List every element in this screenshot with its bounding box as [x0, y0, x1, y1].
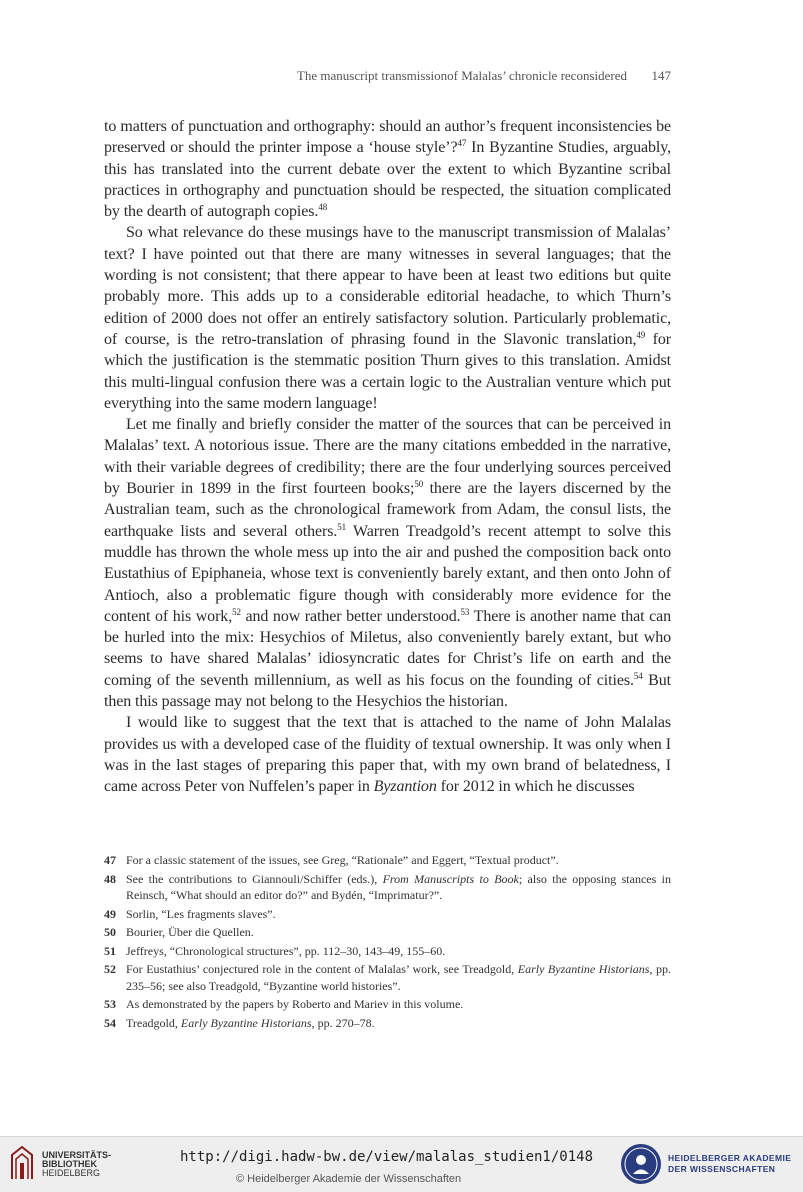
footnote-50: [104, 924, 671, 941]
footnote-number: 51: [104, 943, 116, 958]
library-name-line: BIBLIOTHEK: [42, 1159, 97, 1169]
footnote-italic-text: Early Byzantine Historians: [517, 962, 650, 976]
text-run: I would like to suggest that the text that is attached to the name of John Malalas provides us with a developed case of the fluidity of textual ownership. It was only when I was in the last stages of preparing this paper that, with my own brand of belatedness, I came across Peter von Nuffelen’s paper in: [104, 714, 671, 796]
footnote-text: As demonstrated by the papers by Roberto and Mariev in this volume.: [126, 997, 464, 1011]
text-run: But then this passage may not belong to the Hesychios the historian.: [104, 671, 671, 711]
footnote-number: 49: [104, 906, 116, 921]
body-text: [104, 116, 671, 798]
footnote-text: Sorlin, “Les fragments slaves”.: [126, 906, 276, 921]
footnote-number: 52: [104, 962, 116, 976]
footnote-text: See the contributions to Giannouli/Schiffer (eds.),: [126, 871, 383, 886]
footnote-text: For Eustathius’ conjectured role in the content of Malalas’ work, see Treadgold,: [126, 962, 518, 976]
footnote-number: 50: [104, 925, 116, 939]
footnote-54: [104, 1015, 671, 1032]
text-run: there are the layers discerned by the Australian team, such as the chronological framework from Adam, the consul lists, the earthquake lists and several others.: [104, 480, 671, 540]
academy-seal-icon: [620, 1143, 662, 1185]
running-head: [104, 68, 671, 84]
text-run: So what relevance do these musings have to the manuscript transmission of Malalas’ text? I have pointed out that there are many witnesses in several languages; that the wording is not consistent; that there appear to have been at least two editions but quite probably more. This adds up to a considerable editorial headache, to which Thurn’s edition of 2000 does not offer an entirely satisfactory solution. Particularly problematic, of course, is the retro-translation of phrasing found in the Slavonic translation,: [104, 224, 671, 348]
paragraph-3: [104, 414, 671, 712]
running-title: The manuscript transmissionof Malalas’ chronicle reconsidered: [296, 68, 627, 83]
footnote-text: Jeffreys, “Chronological structures”, pp. 112–30, 143–49, 155–60.: [126, 943, 446, 958]
footnote-number: 53: [104, 997, 116, 1011]
text-run: to matters of punctuation and orthography: should an author’s frequent inconsistencies be preserved or should the printer impose a ‘house style’?: [104, 118, 671, 157]
library-name-line: UNIVERSITÄTS-: [42, 1150, 112, 1160]
footnote-text: ; also the opposing stances in Reinsch, “What should an editor do?” and Bydén, “Imprimatur?”.: [126, 871, 671, 902]
footnote-47: [104, 852, 671, 869]
footnote-48: [104, 871, 671, 904]
footnote-text: Bourier, Über die Quellen.: [126, 925, 254, 939]
footnote-53: [104, 996, 671, 1013]
footnote-ref-53[interactable]: 53: [460, 606, 470, 617]
footnote-number: 48: [104, 871, 116, 886]
footnote-text: Treadgold,: [126, 1015, 181, 1030]
footnote-text: For a classic statement of the issues, see Greg, “Rationale” and Eggert, “Textual product”.: [126, 853, 559, 867]
academy-name-line: DER WISSENSCHAFTEN: [668, 1164, 776, 1174]
footnote-text: , pp. 235–56; see also Treadgold, “Byzantine world histories”.: [126, 962, 671, 993]
text-run: for which the justification is the stemmatic position Thurn gives to this translation. Amidst this multi-lingual confusion there was a certain logic to the Australian venture which put everything into the same modern language!: [104, 330, 671, 412]
viewer-footer: [0, 1136, 803, 1192]
footnote-italic-text: From Manuscripts to Book: [382, 871, 519, 886]
footnote-text: , pp. 270–78.: [311, 1015, 375, 1030]
footnote-ref-54[interactable]: 54: [633, 670, 643, 681]
footnote-51: [104, 943, 671, 960]
footnote-ref-49[interactable]: 49: [636, 329, 646, 340]
academy-name-line: HEIDELBERGER AKADEMIE: [668, 1153, 792, 1163]
library-name-line: HEIDELBERG: [42, 1168, 101, 1178]
library-name: [42, 1151, 111, 1178]
text-run: for 2012 in which he discusses: [436, 778, 635, 796]
footnote-ref-50[interactable]: 50: [414, 479, 424, 490]
text-run: Let me finally and briefly consider the matter of the sources that can be perceived in Malalas’ text. A notorious issue. There are the many citations embedded in the narrative, with their variable degrees of credibility; there are the four underlying sources perceived by Bourier in 1899 in the first fourteen books;: [104, 416, 671, 498]
permalink-url[interactable]: http://digi.hadw-bw.de/view/malalas_studien1/0148: [180, 1149, 594, 1165]
footnote-52: [104, 961, 671, 994]
copyright-notice: © Heidelberger Akademie der Wissenschaften: [236, 1173, 462, 1185]
footnote-italic-text: Early Byzantine Historians: [180, 1015, 312, 1030]
paragraph-2: [104, 222, 671, 414]
footnote-ref-52[interactable]: 52: [232, 606, 241, 617]
journal-title: Byzantion: [373, 778, 437, 796]
paragraph-4: [104, 712, 671, 797]
academy-name: [668, 1153, 791, 1175]
footnote-number: 47: [104, 853, 116, 867]
text-run: In Byzantine Studies, arguably, this has translated into the current debate over the extent to which Byzantine scribal practices in orthography and punctuation should be respected, the situation complicated by the dearth of autograph copies.: [104, 139, 671, 221]
footnotes: [104, 852, 671, 1033]
footnote-number: 54: [104, 1015, 116, 1030]
footnote-ref-51[interactable]: 51: [337, 521, 347, 532]
footnote-ref-47[interactable]: 47: [457, 138, 467, 149]
university-library-logo: [10, 1145, 34, 1181]
text-run: There is another name that can be hurled into the mix: Hesychios of Miletus, also conveniently barely extant, but who seems to have shared Malalas’ idiosyncratic dates for Christ’s life on earth and the coming of the seventh millennium, as well as his focus on the founding of cities.: [104, 607, 671, 689]
text-run: and now rather better understood.: [240, 607, 461, 625]
footnote-ref-48[interactable]: 48: [318, 202, 328, 213]
footnote-49: [104, 906, 671, 923]
page-number: 147: [651, 68, 671, 83]
text-run: Warren Treadgold’s recent attempt to solve this muddle has thrown the whole mess up into the air and pushed the composition back onto Eustathius of Epiphaneia, whose text is conveniently barely extant, and then onto John of Antioch, also a problematic figure though with considerably more evidence for the content of his work,: [104, 522, 671, 625]
paragraph-1: [104, 116, 671, 222]
